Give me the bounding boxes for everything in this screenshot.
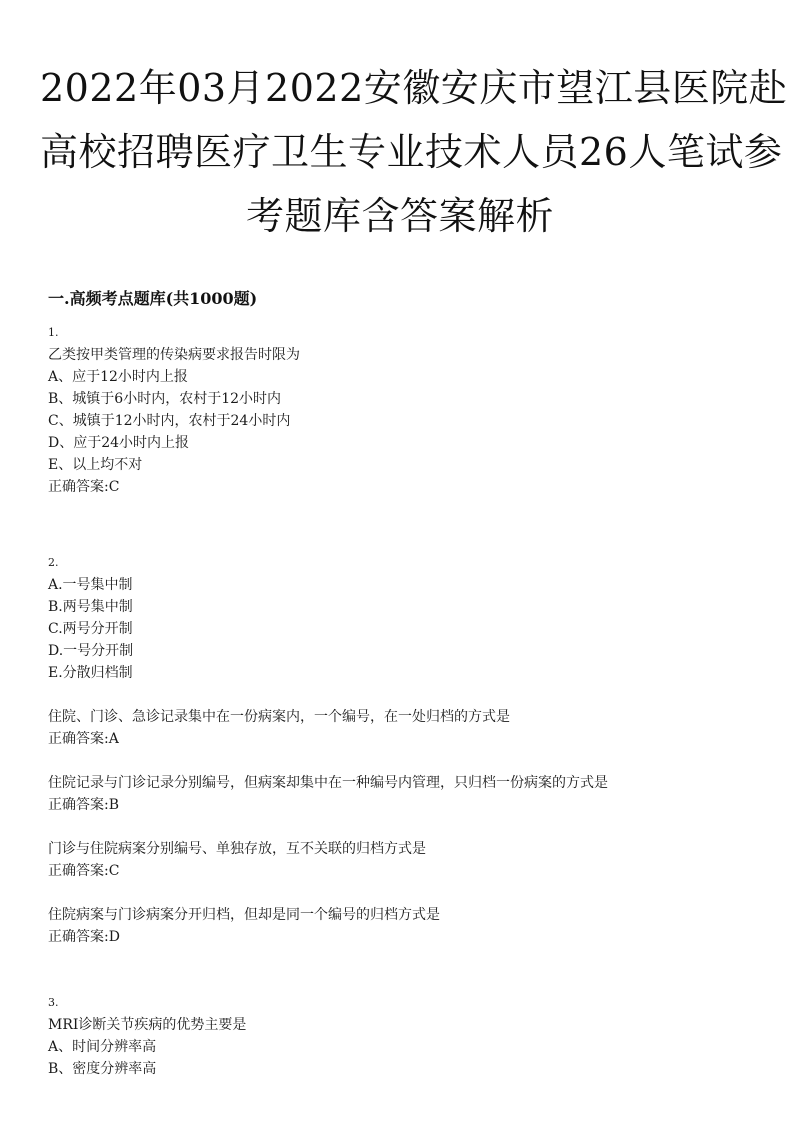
- option-e: E、以上均不对: [48, 457, 143, 473]
- spacer: [48, 750, 748, 772]
- question-number: 2.: [48, 556, 59, 569]
- question-2: [48, 552, 748, 948]
- correct-answer: 正确答案:C: [48, 479, 120, 495]
- title-line-1: 2022年03月2022安徽安庆市望江县医院赴: [40, 66, 788, 110]
- question-number: 1.: [48, 326, 59, 339]
- question-stem: 乙类按甲类管理的传染病要求报告时限为: [48, 347, 300, 363]
- option-b: B、城镇于6小时内，农村于12小时内: [48, 391, 282, 407]
- section-heading: 一.高频考点题库(共1000题): [48, 289, 258, 308]
- question-1: [48, 322, 748, 498]
- title-line-2: 高校招聘医疗卫生专业技术人员26人笔试参: [40, 130, 783, 174]
- subquestion-stem: 住院记录与门诊记录分别编号，但病案却集中在一种编号内管理，只归档一份病案的方式是: [48, 775, 608, 791]
- spacer: [48, 684, 748, 706]
- correct-answer: 正确答案:B: [48, 797, 120, 813]
- subquestion-stem: 门诊与住院病案分别编号、单独存放，互不关联的归档方式是: [48, 841, 426, 857]
- subquestion-stem: 住院病案与门诊病案分开归档，但却是同一个编号的归档方式是: [48, 907, 440, 923]
- option-a: A.一号集中制: [48, 577, 133, 593]
- title-line-3: 考题库含答案解析: [245, 194, 554, 238]
- correct-answer: 正确答案:D: [48, 929, 120, 945]
- option-e: E.分散归档制: [48, 665, 133, 681]
- question-number: 3.: [48, 996, 59, 1009]
- option-b: B.两号集中制: [48, 599, 133, 615]
- correct-answer: 正确答案:C: [48, 863, 120, 879]
- option-d: D.一号分开制: [48, 643, 134, 659]
- subquestion-stem: 住院、门诊、急诊记录集中在一份病案内，一个编号，在一处归档的方式是: [48, 709, 510, 725]
- option-c: C.两号分开制: [48, 621, 133, 637]
- option-d: D、应于24小时内上报: [48, 435, 190, 451]
- question-stem: MRI诊断关节疾病的优势主要是: [48, 1017, 247, 1033]
- document-title: [40, 56, 788, 248]
- option-c: C、城镇于12小时内，农村于24小时内: [48, 413, 291, 429]
- option-a: A、时间分辨率高: [48, 1039, 157, 1055]
- option-b: B、密度分辨率高: [48, 1061, 157, 1077]
- question-3: [48, 992, 748, 1080]
- correct-answer: 正确答案:A: [48, 731, 119, 747]
- option-a: A、应于12小时内上报: [48, 369, 188, 385]
- spacer: [48, 882, 748, 904]
- spacer: [48, 816, 748, 838]
